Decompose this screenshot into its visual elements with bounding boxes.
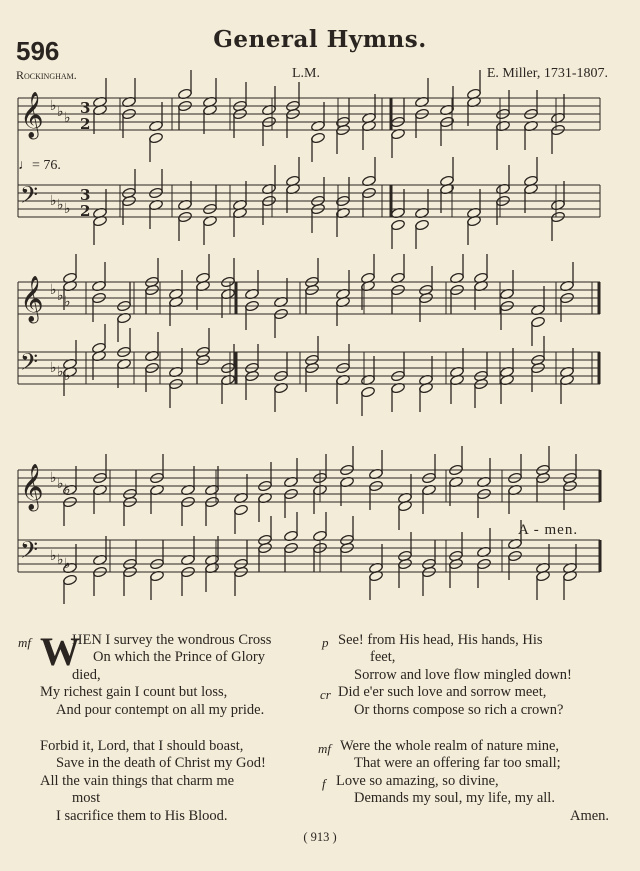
note-head: [311, 132, 326, 144]
verse-line: See! from His head, His hands, His: [338, 632, 543, 648]
section-title: General Hymns.: [213, 26, 427, 53]
flat-sign: ♭: [64, 201, 71, 217]
verse-line: Did e'er such love and sorrow meet,: [338, 684, 547, 701]
verse-line: HEN I survey the wondrous Cross: [72, 632, 272, 648]
verse-line: most: [72, 790, 101, 807]
verse-line: feet,: [370, 649, 396, 666]
note-head: [391, 219, 406, 231]
time-signature: 3: [80, 186, 91, 204]
note-head: [415, 219, 430, 231]
verse-line: Or thorns compose so rich a crown?: [354, 701, 564, 718]
stanza-2: [320, 632, 620, 719]
tempo-mark: ♩= 76.: [18, 158, 61, 173]
stanza-4: [318, 738, 618, 825]
note-head: [531, 316, 546, 328]
dynamic-mark: f: [322, 776, 326, 791]
verse-line: Forbid it, Lord, that I should boast,: [40, 738, 244, 754]
tune-name: Rockingham.: [16, 68, 77, 82]
verse-line: My richest gain I count but loss,: [40, 684, 228, 701]
verse-line: Amen.: [570, 807, 610, 824]
flat-sign: ♭: [50, 98, 57, 114]
verse-line: Were the whole realm of nature mine,: [340, 738, 560, 754]
dynamic-mark: cr: [320, 687, 331, 702]
treble-clef: 𝄞: [20, 276, 44, 322]
treble-clef: 𝄞: [20, 464, 44, 510]
flat-sign: ♭: [50, 548, 57, 564]
flat-sign: ♭: [57, 552, 64, 568]
verse-line: Demands my soul, my life, my all.: [354, 790, 555, 807]
verse-line: That were an offering far too small;: [354, 755, 561, 772]
dynamic-mark: mf: [318, 741, 331, 756]
stanza-1: [18, 629, 318, 719]
bass-clef: 𝄢: [20, 181, 39, 214]
verse-line: I sacrifice them to His Blood.: [56, 807, 228, 824]
verse-line: On which the Prince of Glory: [93, 649, 265, 666]
flat-sign: ♭: [64, 368, 71, 384]
verse-line: All the vain things that charm me: [40, 772, 235, 789]
flat-sign: ♭: [57, 197, 64, 213]
hymn-number: 596: [16, 36, 60, 66]
flat-sign: ♭: [57, 104, 64, 120]
flat-sign: ♭: [50, 193, 57, 209]
time-signature: 3: [80, 99, 91, 117]
flat-sign: ♭: [64, 482, 71, 498]
time-signature: 2: [80, 115, 91, 133]
note-head: [234, 504, 249, 516]
bass-clef: 𝄢: [20, 536, 39, 569]
treble-clef: 𝄞: [20, 92, 44, 138]
verse-line: died,: [72, 666, 101, 683]
drop-cap: W: [40, 629, 80, 674]
flat-sign: ♭: [50, 360, 57, 376]
stanza-3: [18, 738, 318, 825]
verse-line: Love so amazing, so divine,: [336, 772, 499, 789]
flat-sign: ♭: [64, 294, 71, 310]
note-head: [149, 132, 164, 144]
note-head: [361, 386, 376, 398]
flat-sign: ♭: [57, 288, 64, 304]
flat-sign: ♭: [50, 282, 57, 298]
page-number: ( 913 ): [303, 830, 337, 844]
flat-sign: ♭: [64, 556, 71, 572]
flat-sign: ♭: [50, 470, 57, 486]
note-head: [63, 574, 78, 586]
time-signature: 2: [80, 202, 91, 220]
amen-lyric: A - men.: [518, 522, 579, 538]
composer: E. Miller, 1731-1807.: [486, 66, 608, 81]
flat-sign: ♭: [64, 110, 71, 126]
flat-sign: ♭: [57, 476, 64, 492]
dynamic-mark: p: [322, 635, 329, 650]
verse-line: Save in the death of Christ my God!: [56, 755, 266, 772]
bass-clef: 𝄢: [20, 348, 39, 381]
flat-sign: ♭: [57, 364, 64, 380]
verse-line: Sorrow and love flow mingled down!: [354, 666, 572, 683]
dynamic-mark: mf: [18, 635, 31, 650]
verse-line: And pour contempt on all my pride.: [56, 701, 265, 718]
meter: L.M.: [292, 66, 320, 81]
